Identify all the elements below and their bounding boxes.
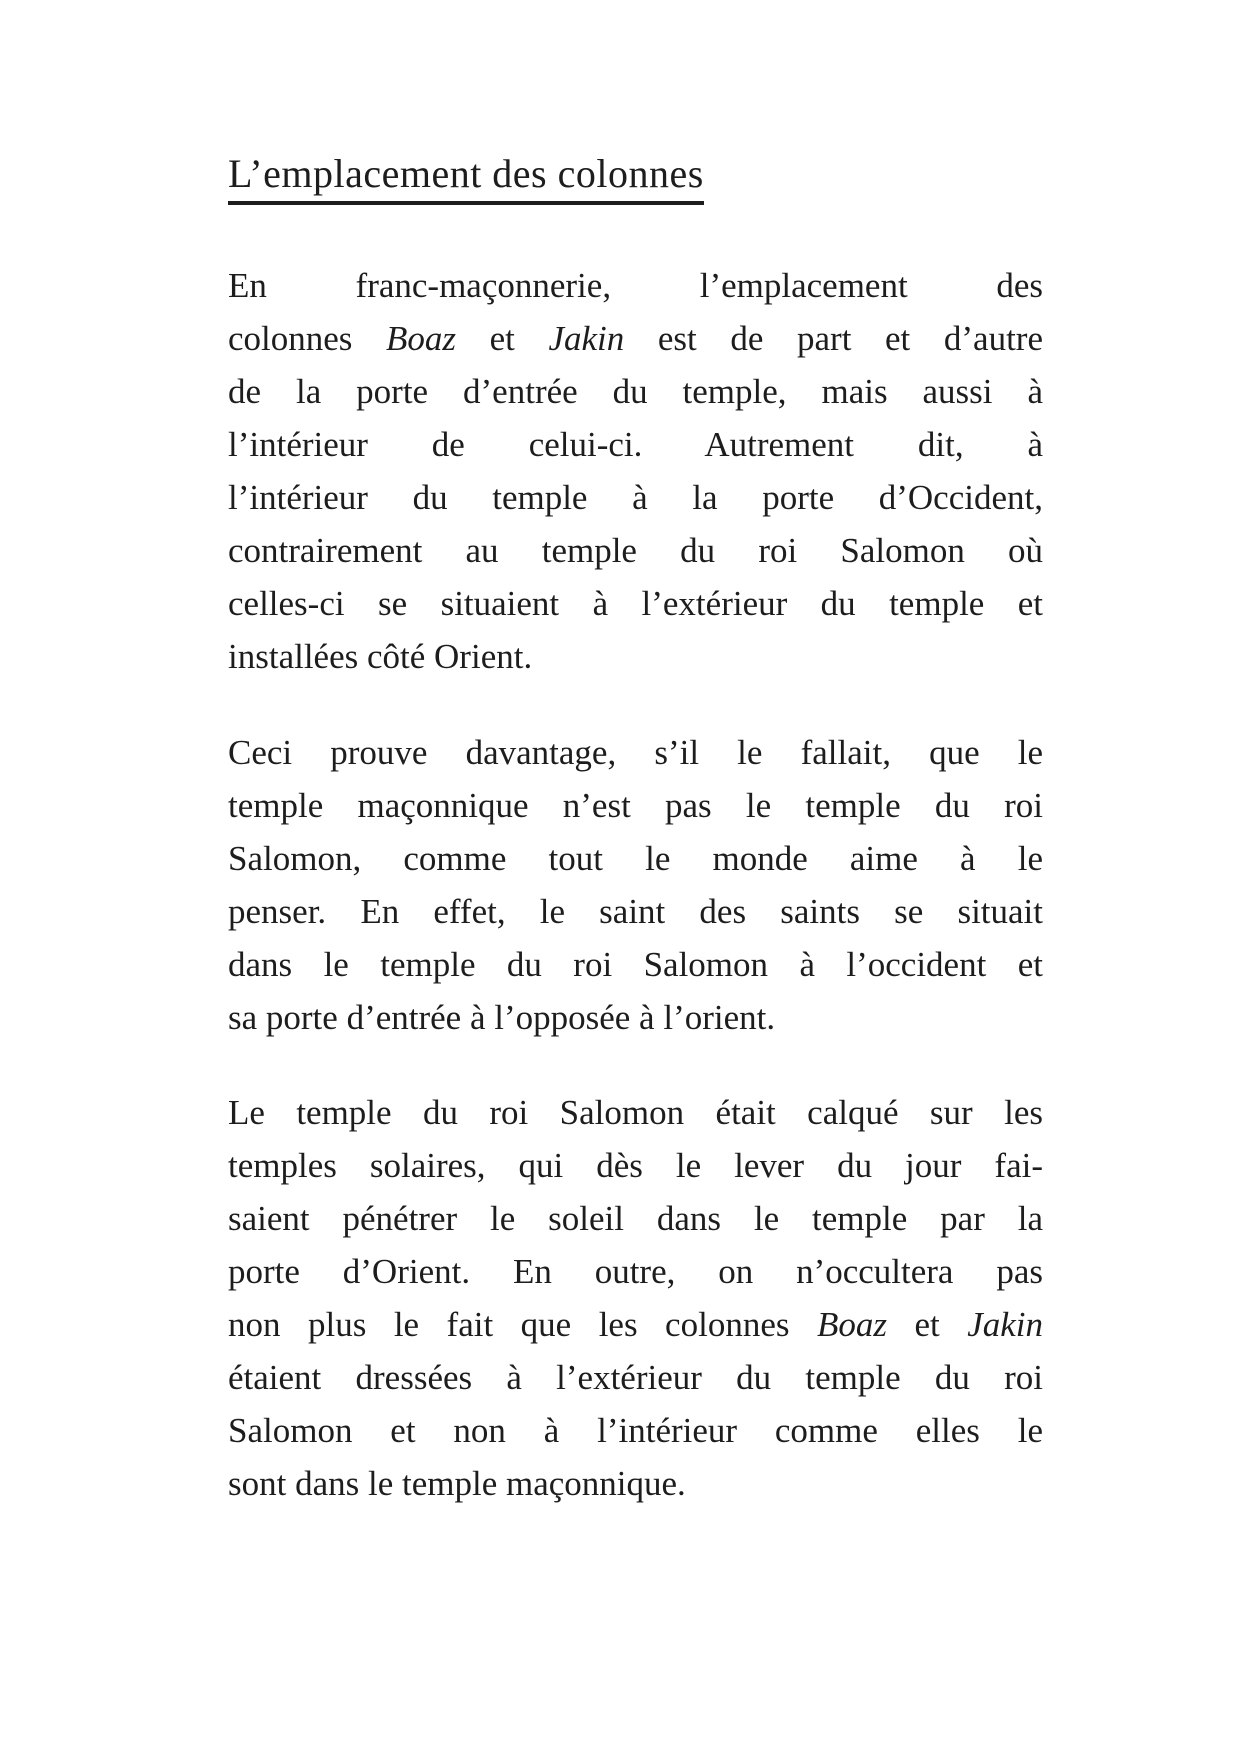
text-segment: En franc-maçonnerie, l’emplacement des [228,266,1043,305]
italic-term: Jakin [548,319,625,358]
text-line [228,1351,1043,1404]
text-segment: et [456,319,549,358]
text-line [228,938,1043,991]
text-segment: Salomon, comme tout le monde aime à le [228,839,1043,878]
text-segment: sa porte d’entrée à l’opposée à l’orient. [228,998,776,1037]
text-segment: contrairement au temple du roi Salomon où [228,531,1043,570]
text-line [228,1086,1043,1139]
italic-term: Boaz [816,1305,887,1344]
page-heading [228,150,704,205]
text-line [228,1192,1043,1245]
text-line [228,312,1043,365]
text-segment: sont dans le temple maçonnique. [228,1464,686,1503]
text-segment: Le temple du roi Salomon était calqué sur les [228,1093,1043,1132]
text-line [228,726,1043,779]
text-segment: l’intérieur de celui-ci. Autrement dit, à [228,425,1043,464]
text-segment: l’intérieur du temple à la porte d’Occident, [228,478,1043,517]
text-segment: Ceci prouve davantage, s’il le fallait, que le [228,733,1043,772]
text-line [228,1404,1043,1457]
text-segment: et [886,1305,968,1344]
italic-term: Jakin [967,1305,1043,1344]
text-segment: de la porte d’entrée du temple, mais aussi à [228,372,1043,411]
text-line [228,832,1043,885]
text-line [228,1298,1043,1351]
text-line [228,259,1043,312]
text-segment: saient pénétrer le soleil dans le temple par la [228,1199,1043,1238]
text-line [228,1457,1043,1510]
text-segment: étaient dressées à l’extérieur du temple du roi [228,1358,1043,1397]
text-line [228,779,1043,832]
text-segment: celles-ci se situaient à l’extérieur du temple et [228,584,1043,623]
text-line [228,524,1043,577]
text-line [228,418,1043,471]
text-line [228,1245,1043,1298]
text-segment: temples solaires, qui dès le lever du jour fai- [228,1146,1043,1185]
text-line [228,991,1043,1044]
text-line [228,630,1043,683]
text-segment: est de part et d’autre [624,319,1043,358]
italic-term: Boaz [386,319,457,358]
text-segment: penser. En effet, le saint des saints se situait [228,892,1043,931]
text-segment: colonnes [228,319,387,358]
text-line [228,577,1043,630]
text-line [228,471,1043,524]
text-line [228,1139,1043,1192]
paragraph-3 [228,1086,1043,1510]
page-heading-text: L’emplacement des colonnes [228,150,704,205]
text-line [228,885,1043,938]
paragraph-1 [228,259,1043,683]
text-segment: porte d’Orient. En outre, on n’occultera pas [228,1252,1043,1291]
text-segment: dans le temple du roi Salomon à l’occident et [228,945,1043,984]
paragraph-2 [228,726,1043,1044]
text-segment: temple maçonnique n’est pas le temple du roi [228,786,1043,825]
text-segment: Salomon et non à l’intérieur comme elles le [228,1411,1043,1450]
text-line [228,365,1043,418]
text-segment: installées côté Orient. [228,637,533,676]
text-segment: non plus le fait que les colonnes [228,1305,817,1344]
